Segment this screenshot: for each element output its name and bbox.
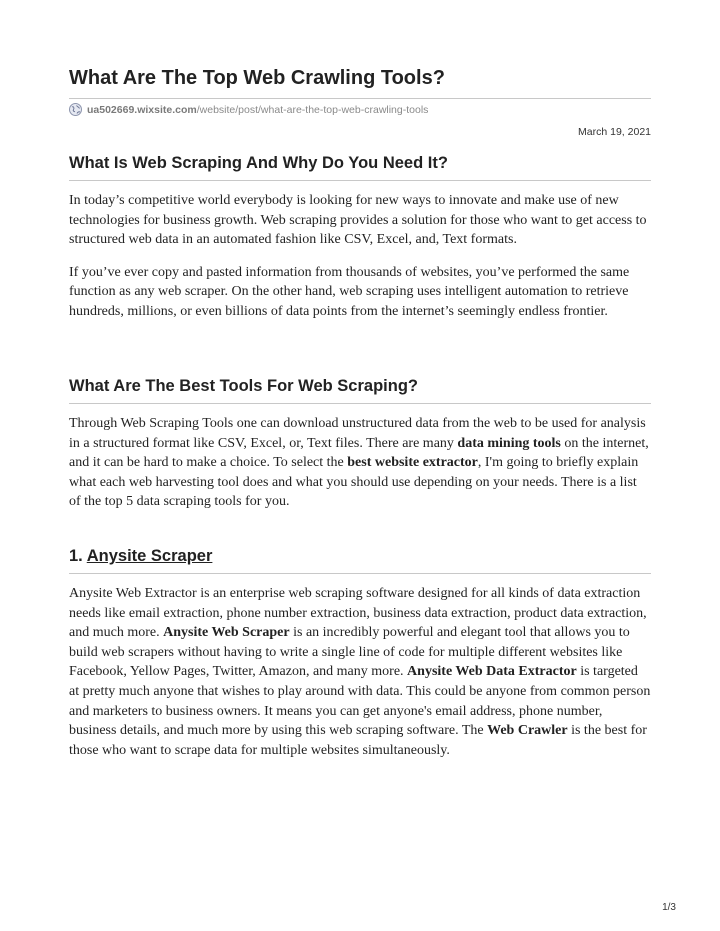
text-span: , I'm going to briefly explain what each web harvesting tool does and what you should use depending on your needs. There is a list of the top 5 data scraping tools for you. [69, 455, 639, 510]
paragraph: If you’ve ever copy and pasted information from thousands of websites, you’ve performed the same function as any web scraper. On the other hand, web scraping uses intelligent automation to retrieve hundreds, millions, or even billions of data points from the internet’s seemingly endless frontier. [69, 264, 630, 319]
bold-term: best website extractor [347, 455, 478, 471]
globe-icon [69, 103, 82, 116]
section-heading [69, 547, 651, 574]
bold-term: Web Crawler [487, 723, 568, 739]
section-best-tools [69, 377, 651, 525]
section-heading: What Are The Best Tools For Web Scraping? [69, 377, 651, 404]
text-span: on the internet, and it can be hard to make a choice. To select the [69, 435, 649, 471]
text-span: Through Web Scraping Tools one can download unstructured data from the web to be used for analysis in a structured format like CSV, Excel, or, Text files. There are many [69, 416, 646, 451]
heading-number: 1. [69, 547, 87, 565]
page-number: 1/3 [662, 902, 676, 913]
paragraph [69, 414, 651, 512]
source-path[interactable]: /website/post/what-are-the-top-web-crawling-tools [196, 103, 429, 116]
bold-term: data mining tools [457, 435, 561, 451]
text-span: is an incredibly powerful and elegant tool that allows you to build web scrapers without having to write a single line of code for multiple different websites like Facebook, Yellow Pages, Twitter, Amazon, and many more. [69, 625, 630, 680]
source-domain[interactable]: ua502669.wixsite.com [87, 103, 197, 116]
section-heading: What Is Web Scraping And Why Do You Need It? [69, 154, 651, 181]
post-date: March 19, 2021 [578, 126, 651, 138]
text-span: is targeted at pretty much anyone that wishes to play around with data. This could be anyone from common person and marketers to business owners. It means you can get anyone's email address, phone number, business details, and much more by using this web scraping software. The [69, 664, 651, 739]
paragraph: In today’s competitive world everybody is looking for new ways to innovate and make use of new technologies for business growth. Web scraping provides a solution for those who want to get access to structured web data in an automated fashion like CSV, Excel, and, Text formats. [69, 193, 647, 248]
anysite-scraper-link[interactable]: Anysite Scraper [86, 547, 213, 565]
text-span: Anysite Web Extractor is an enterprise web scraping software designed for all kinds of data extraction needs like email extraction, phone number extraction, business data extraction, product data extraction, and much more. [69, 586, 647, 641]
bold-term: Anysite Web Scraper [163, 625, 290, 641]
text-span: is the best for those who want to scrape data for multiple websites simultaneously. [69, 723, 647, 758]
section-web-scraping [69, 154, 651, 335]
bold-term: Anysite Web Data Extractor [407, 664, 577, 680]
section-anysite-scraper [69, 547, 651, 773]
page-title: What Are The Top Web Crawling Tools? [69, 67, 651, 99]
paragraph [69, 584, 651, 760]
source-line [69, 103, 428, 116]
